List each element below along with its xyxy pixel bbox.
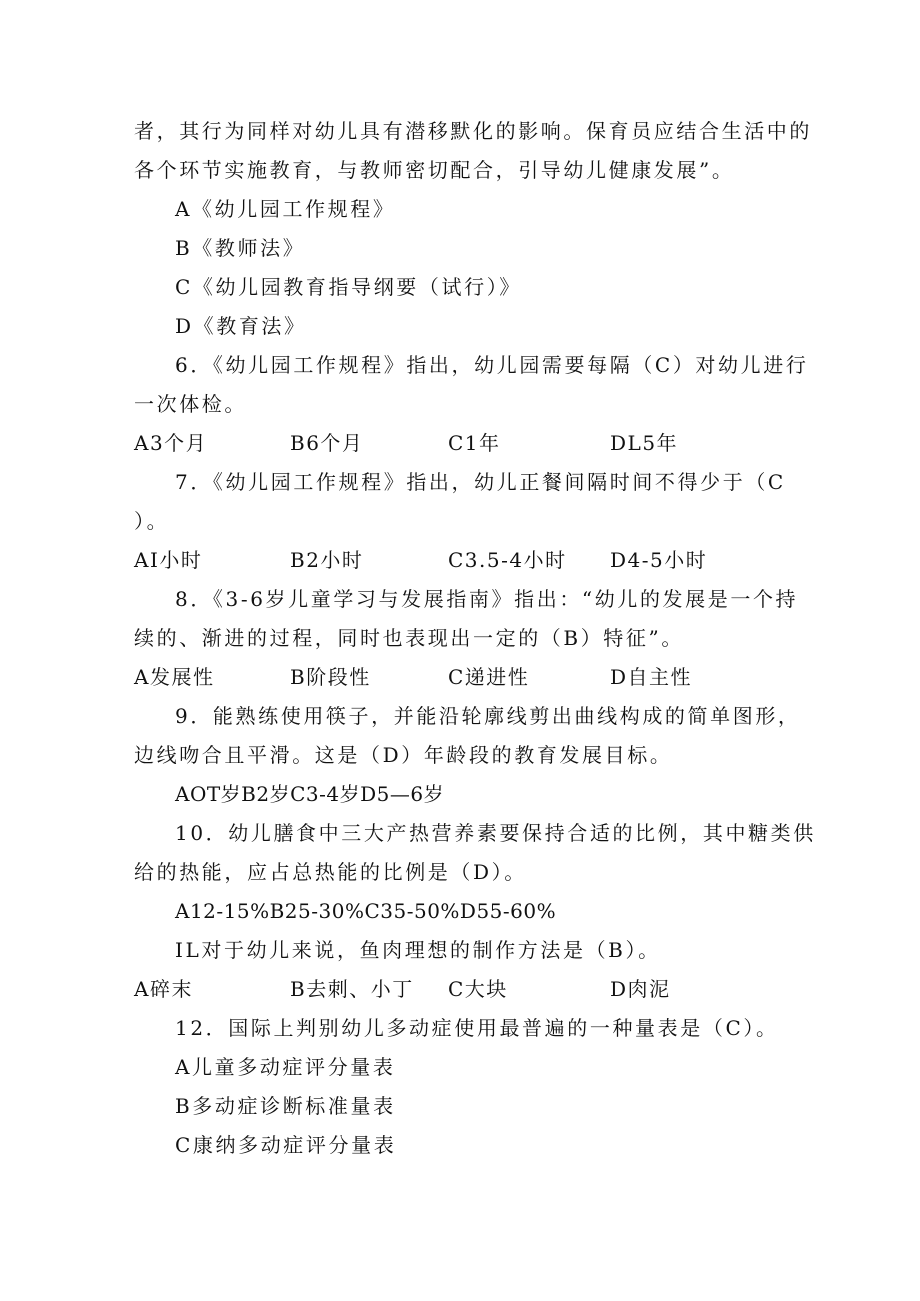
option-line: C《幼儿园教育指导纲要（试行）》 — [175, 275, 522, 299]
question-11: IL对于幼儿来说，鱼肉理想的制作方法是（B）。 — [175, 938, 661, 962]
question-8: 8．《3-6岁儿童学习与发展指南》指出：“幼儿的发展是一个持 — [175, 587, 799, 611]
text-line: 续的、渐进的过程，同时也表现出一定的（B）特征”。 — [134, 626, 684, 650]
text-line: 给的热能，应占总热能的比例是（D）。 — [134, 860, 527, 884]
option-b: B6个月 — [290, 431, 364, 455]
option-a: A发展性 — [134, 665, 215, 689]
q9-options: AOT岁B2岁C3-4岁D5—6岁 — [175, 782, 445, 806]
option-c: C递进性 — [448, 665, 530, 689]
option-line: B多动症诊断标准量表 — [175, 1094, 396, 1118]
option-line: B《教师法》 — [175, 236, 306, 260]
option-b: B阶段性 — [290, 665, 371, 689]
question-12: 12．国际上判别幼儿多动症使用最普遍的一种量表是（C）。 — [175, 1016, 779, 1040]
option-line: A《幼儿园工作规程》 — [175, 197, 396, 221]
question-9: 9．能熟练使用筷子，并能沿轮廓线剪出曲线构成的简单图形， — [175, 704, 801, 728]
text-line: 边线吻合且平滑。这是（D）年龄段的教育发展目标。 — [134, 743, 673, 767]
question-10: 10．幼儿膳食中三大产热营养素要保持合适的比例，其中糖类供 — [175, 821, 816, 845]
option-b: B2小时 — [290, 548, 364, 572]
text-line: 者，其行为同样对幼儿具有潜移默化的影响。保育员应结合生活中的 — [134, 119, 812, 143]
option-a: A3个月 — [134, 431, 208, 455]
q10-options: A12-15%B25-30%C35-50%D55-60% — [175, 899, 557, 923]
option-c: C1年 — [448, 431, 501, 455]
option-line: D《教育法》 — [175, 314, 307, 338]
option-c: C3.5-4小时 — [448, 548, 567, 572]
option-d: D肉泥 — [610, 977, 671, 1001]
option-a: A碎末 — [134, 977, 193, 1001]
option-line: C康纳多动症评分量表 — [175, 1133, 397, 1157]
text-line: 各个环节实施教育，与教师密切配合，引导幼儿健康发展”。 — [134, 158, 735, 182]
option-d: DL5年 — [610, 431, 679, 455]
question-7: 7．《幼儿园工作规程》指出，幼儿正餐间隔时间不得少于（C — [175, 470, 786, 494]
option-line: A儿童多动症评分量表 — [175, 1055, 396, 1079]
option-d: D自主性 — [610, 665, 693, 689]
text-line: 一次体检。 — [134, 392, 247, 416]
question-6: 6．《幼儿园工作规程》指出，幼儿园需要每隔（C）对幼儿进行 — [175, 353, 809, 377]
text-line: ）。 — [134, 509, 170, 533]
option-a: AI小时 — [134, 548, 203, 572]
option-b: B去刺、小丁 — [290, 977, 414, 1001]
option-c: C大块 — [448, 977, 508, 1001]
option-d: D4-5小时 — [610, 548, 708, 572]
